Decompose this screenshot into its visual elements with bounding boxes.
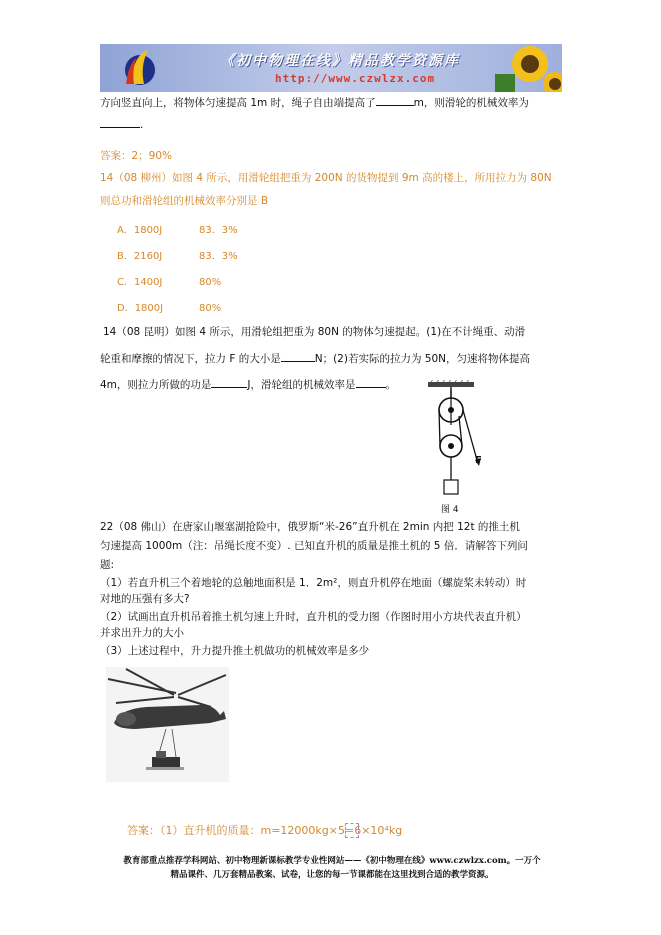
q22-line1: 22（08 佛山）在唐家山堰塞湖抢险中，俄罗斯“米-26”直升机在 2min 内把 12t 的推土机 bbox=[100, 521, 520, 533]
force-label: F bbox=[475, 455, 482, 466]
option-value: 83．3% bbox=[199, 225, 238, 236]
pulley-figure bbox=[425, 380, 495, 498]
figure-caption: 图 4 bbox=[441, 505, 459, 515]
option-label: C．1400J bbox=[117, 277, 163, 288]
q22-part1-a: （1）若直升机三个着地轮的总触地面积是 1．2m²，则直升机停在地面（螺旋桨未转动）时 bbox=[100, 577, 527, 589]
option-label: D．1800J bbox=[117, 303, 164, 314]
q22-part3: （3）上述过程中，升力提升推土机做功的机械效率是多少 bbox=[100, 645, 370, 657]
text: m，则滑轮的机械效率为 bbox=[413, 97, 529, 109]
answer-blank bbox=[100, 117, 140, 128]
text: 方向竖直向上，将物体匀速提高 1m 时，绳子自由端提高了 bbox=[100, 97, 376, 109]
option-label: B．2160J bbox=[117, 251, 163, 262]
option-b bbox=[117, 247, 238, 262]
q22-part1-b: 对地的压强有多大? bbox=[100, 593, 190, 605]
ceiling-beam bbox=[428, 382, 474, 387]
q22-line2: 匀速提高 1000m（注：吊绳长度不变）. 已知直升机的质量是推土机的 5 倍．请解答下列问 bbox=[100, 540, 528, 552]
option-a bbox=[117, 221, 238, 236]
q14a-line1: 14（08 柳州）如图 4 所示，用滑轮组把重为 200N 的货物提到 9m 高的楼上，所用拉力为 80N bbox=[100, 172, 552, 184]
option-value: 80% bbox=[199, 277, 222, 288]
footer-line1: 教育部重点推荐学科网站、初中物理新课标教学专业性网站——《初中物理在线》www.czwlzx.com。一万个 bbox=[123, 856, 541, 866]
option-value: 80% bbox=[199, 303, 222, 314]
text: . bbox=[140, 119, 144, 131]
answer-blank bbox=[356, 377, 386, 388]
cursor-marker bbox=[345, 823, 359, 838]
prev-answer: 答案：2；90% bbox=[100, 150, 173, 162]
answer-blank bbox=[281, 351, 315, 362]
answer-blank bbox=[211, 377, 247, 388]
option-label: A．1800J bbox=[117, 225, 163, 236]
option-c bbox=[117, 273, 221, 288]
banner-title: 《初中物理在线》精品教学资源库 bbox=[220, 53, 460, 69]
q22-part2-b: 并求出升力的大小 bbox=[100, 627, 184, 639]
text: N；(2)若实际的拉力为 50N，匀速将物体提高 bbox=[314, 353, 530, 365]
bulldozer bbox=[152, 757, 180, 767]
q14b-line2 bbox=[100, 351, 530, 366]
option-value: 83．3% bbox=[199, 251, 238, 262]
text: J，滑轮组的机械效率是 bbox=[247, 379, 356, 391]
q14a-line2: 则总功和滑轮组的机械效率分别是 B bbox=[100, 195, 269, 207]
option-d bbox=[117, 299, 221, 314]
load-block bbox=[444, 480, 458, 494]
q14b-line1: 14（08 昆明）如图 4 所示，用滑轮组把重为 80N 的物体匀速提起。(1)在不计绳重、动滑 bbox=[103, 326, 526, 338]
answer-blank bbox=[376, 95, 414, 106]
ceiling-hatch bbox=[431, 380, 470, 382]
q22-answer: 答案：（1）直升机的质量：m=12000kg×5=6×10⁴kg bbox=[127, 824, 403, 837]
text: 。 bbox=[385, 379, 397, 391]
q22-part2-a: （2）试画出直升机吊着推土机匀速上升时，直升机的受力图（作图时用小方块代表直升机） bbox=[100, 611, 527, 623]
helicopter-photo bbox=[106, 667, 229, 782]
header-banner bbox=[100, 44, 562, 92]
q22-line3: 题: bbox=[100, 559, 115, 571]
banner-url: http://www.czwlzx.com bbox=[275, 72, 436, 85]
footer-line2: 精品课件、几万套精品教案、试卷，让您的每一节课都能在这里找到合适的教学资源。 bbox=[170, 870, 494, 880]
prev-question-line1 bbox=[100, 95, 529, 110]
q14b-line3 bbox=[100, 377, 396, 392]
text: 4m，则拉力所做的功是 bbox=[100, 379, 212, 391]
text: 轮重和摩擦的情况下，拉力 F 的大小是 bbox=[100, 353, 281, 365]
pull-rope bbox=[463, 410, 477, 460]
prev-question-line2 bbox=[100, 117, 143, 132]
